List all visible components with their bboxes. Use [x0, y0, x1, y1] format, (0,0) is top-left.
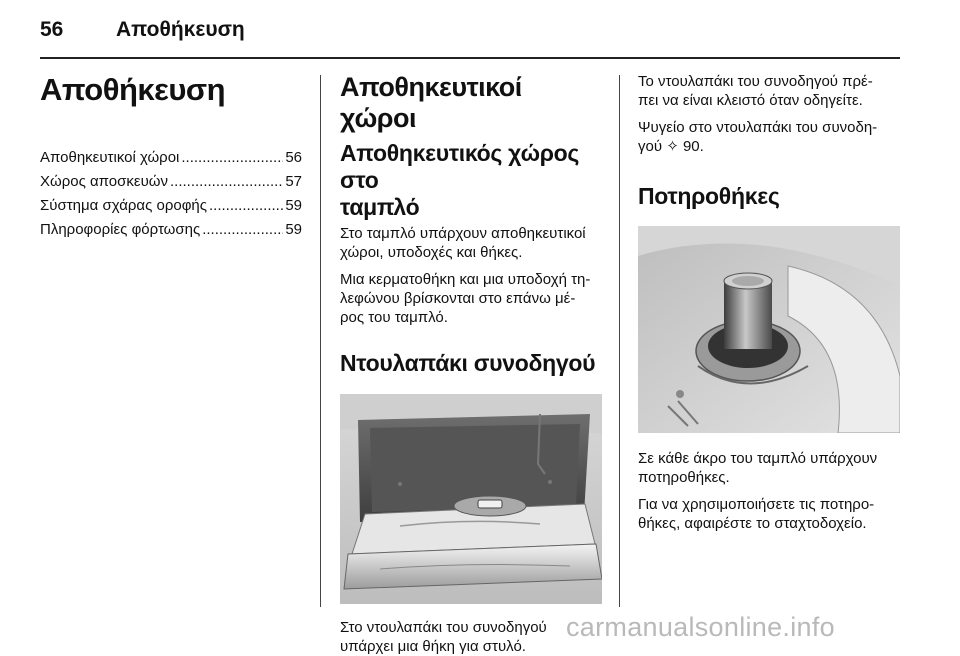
- text-line: Ψυγείο στο ντουλαπάκι του συνοδη-: [638, 119, 878, 136]
- glovebox-image: [340, 394, 602, 604]
- toc-entry[interactable]: [40, 218, 302, 242]
- watermark: carmanualsonline.info: [566, 612, 835, 642]
- text-line: Το ντουλαπάκι του συνοδηγού πρέ-: [638, 73, 873, 90]
- table-of-contents: [40, 146, 302, 242]
- text-line: γού: [638, 138, 663, 155]
- text-line: θήκες, αφαιρέστε το σταχτοδοχείο.: [638, 515, 867, 532]
- text-line: Μια κερματοθήκη και μια υποδοχή τη-: [340, 271, 591, 288]
- toc-leader: [181, 146, 283, 170]
- paragraph: [638, 449, 900, 487]
- toc-entry-page: 56: [285, 149, 302, 166]
- chapter-title: Αποθήκευση: [40, 72, 226, 107]
- text-line: πει να είναι κλειστό όταν οδηγείτε.: [638, 92, 863, 109]
- text-line: υπάρχει μια θήκη για στυλό.: [340, 638, 526, 655]
- cupholder-image: [638, 226, 900, 433]
- header-rule: [40, 57, 900, 59]
- text-line: ποτηροθήκες.: [638, 469, 730, 486]
- toc-entry-label: Αποθηκευτικοί χώροι: [40, 149, 180, 166]
- paragraph: [638, 118, 900, 156]
- page-reference[interactable]: ✧ 90.: [666, 138, 704, 155]
- text-line: ρος του ταμπλό.: [340, 309, 448, 326]
- paragraph: [340, 270, 602, 327]
- toc-entry-label: Πληροφορίες φόρτωσης: [40, 221, 201, 238]
- subsection-title-line: ταμπλό: [340, 194, 420, 220]
- toc-entry-page: 57: [285, 173, 302, 190]
- toc-leader: [209, 194, 283, 218]
- text-line: Για να χρησιμοποιήσετε τις ποτηρο-: [638, 496, 875, 513]
- column-divider: [619, 75, 620, 607]
- toc-entry[interactable]: [40, 170, 302, 194]
- cupholder-column: [638, 72, 900, 533]
- text-line: Σε κάθε άκρο του ταμπλό υπάρχουν: [638, 450, 878, 467]
- toc-leader: [170, 170, 283, 194]
- text-line: Στο ντουλαπάκι του συνοδηγού: [340, 619, 547, 636]
- glovebox-illustration: [340, 394, 602, 604]
- subsection-title: [340, 140, 602, 221]
- paragraph: [340, 224, 602, 262]
- subsection-title: Ποτηροθήκες: [638, 183, 780, 209]
- cupholder-illustration: [638, 226, 900, 433]
- paragraph: [638, 495, 900, 533]
- running-header: Αποθήκευση: [116, 18, 245, 41]
- subsection-title: Ντουλαπάκι συνοδηγού: [340, 350, 596, 376]
- toc-leader: [202, 218, 283, 242]
- toc-entry-page: 59: [285, 221, 302, 238]
- toc-entry[interactable]: [40, 146, 302, 170]
- text-line: Στο ταμπλό υπάρχουν αποθηκευτικοί: [340, 225, 586, 242]
- toc-entry-label: Σύστημα σχάρας οροφής: [40, 197, 207, 214]
- toc-entry-page: 59: [285, 197, 302, 214]
- column-divider: [320, 75, 321, 607]
- toc-entry-label: Χώρος αποσκευών: [40, 173, 168, 190]
- text-line: λεφώνου βρίσκονται στο επάνω μέ-: [340, 290, 576, 307]
- section-title: Αποθηκευτικοί χώροι: [340, 72, 522, 133]
- toc-column: [40, 72, 302, 242]
- subsection-title-line: Αποθηκευτικός χώρος στο: [340, 140, 580, 193]
- page-number: 56: [40, 18, 64, 41]
- figure-caption: [340, 618, 602, 656]
- text-line: χώροι, υποδοχές και θήκες.: [340, 244, 523, 261]
- toc-entry[interactable]: [40, 194, 302, 218]
- paragraph: [638, 72, 900, 110]
- storage-column: [340, 72, 602, 656]
